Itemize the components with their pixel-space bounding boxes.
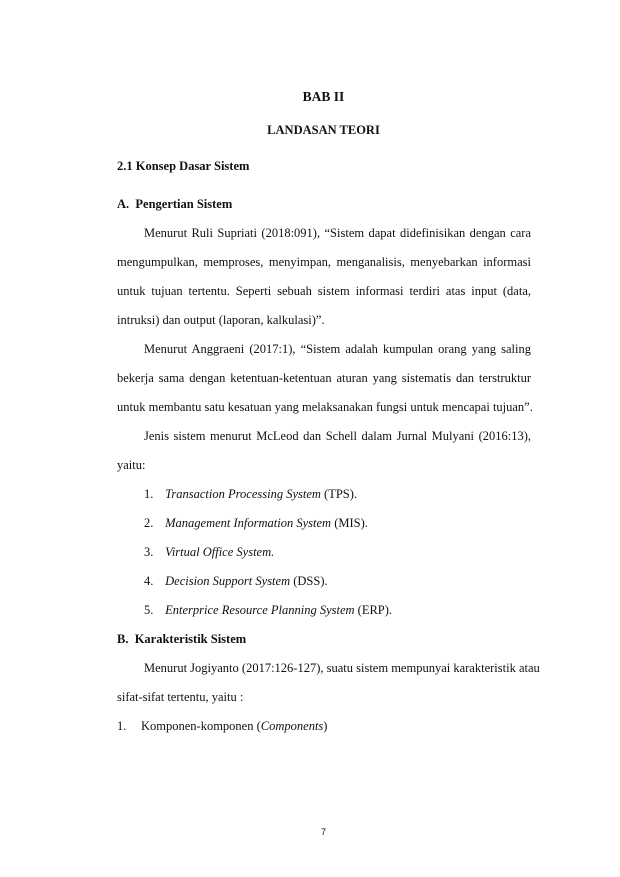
- b-list-item-italic: Components: [260, 719, 324, 733]
- list-item-number: 1.: [144, 487, 154, 501]
- b-para1-line1: Menurut Jogiyanto (2017:126-127), suatu sistem mempunyai karakteristik atau: [144, 661, 540, 675]
- para3-line1: Jenis sistem menurut McLeod dan Schell dalam Jurnal Mulyani (2016:13),: [144, 429, 531, 443]
- list-item-italic: Transaction Processing System: [165, 487, 321, 501]
- list-item-rest: (MIS).: [331, 516, 368, 530]
- list-item: [144, 516, 368, 531]
- list-item-number: 5.: [144, 603, 154, 617]
- para2-line3: untuk membantu satu kesatuan yang melaksanakan fungsi untuk mencapai tujuan”.: [117, 400, 533, 414]
- section-heading: 2.1 Konsep Dasar Sistem: [117, 159, 250, 173]
- para3-line2: yaitu:: [117, 458, 146, 472]
- list-item-rest: (DSS).: [290, 574, 328, 588]
- list-item: [144, 603, 392, 618]
- list-item-italic: Virtual Office System.: [165, 545, 275, 559]
- list-item-italic: Decision Support System: [165, 574, 291, 588]
- chapter-number: BAB II: [302, 89, 345, 104]
- para1-line2: mengumpulkan, memproses, menyimpan, menganalisis, menyebarkan informasi: [117, 255, 531, 269]
- subsection-b-heading: B. Karakteristik Sistem: [117, 632, 247, 646]
- b-list-item-number: 1.: [117, 719, 127, 733]
- list-item-number: 4.: [144, 574, 154, 588]
- list-item-number: 3.: [144, 545, 154, 559]
- subsection-a-heading: A. Pengertian Sistem: [117, 197, 233, 211]
- list-item: [144, 545, 274, 560]
- list-item-rest: (TPS).: [320, 487, 358, 501]
- b-list-item-close: ): [323, 719, 328, 733]
- para1-line1: Menurut Ruli Supriati (2018:091), “Sistem dapat didefinisikan dengan cara: [144, 226, 531, 240]
- list-item: [144, 574, 328, 589]
- para1-line4: intruksi) dan output (laporan, kalkulasi)”.: [117, 313, 325, 327]
- b-list-item: [117, 719, 327, 734]
- chapter-title: LANDASAN TEORI: [267, 123, 380, 137]
- list-item-italic: Enterprice Resource Planning System: [165, 603, 355, 617]
- list-item-number: 2.: [144, 516, 154, 530]
- list-item-rest: (ERP).: [354, 603, 393, 617]
- b-list-item-text: Komponen-komponen (: [141, 719, 261, 733]
- list-item: [144, 487, 357, 502]
- b-para1-line2: sifat-sifat tertentu, yaitu :: [117, 690, 244, 704]
- list-item-italic: Management Information System: [165, 516, 332, 530]
- para1-line3: untuk tujuan tertentu. Seperti sebuah sistem informasi terdiri atas input (data,: [117, 284, 531, 298]
- para2-line2: bekerja sama dengan ketentuan-ketentuan aturan yang sistematis dan terstruktur: [117, 371, 531, 385]
- para2-line1: Menurut Anggraeni (2017:1), “Sistem adalah kumpulan orang yang saling: [144, 342, 531, 356]
- page-number: 7: [320, 827, 326, 837]
